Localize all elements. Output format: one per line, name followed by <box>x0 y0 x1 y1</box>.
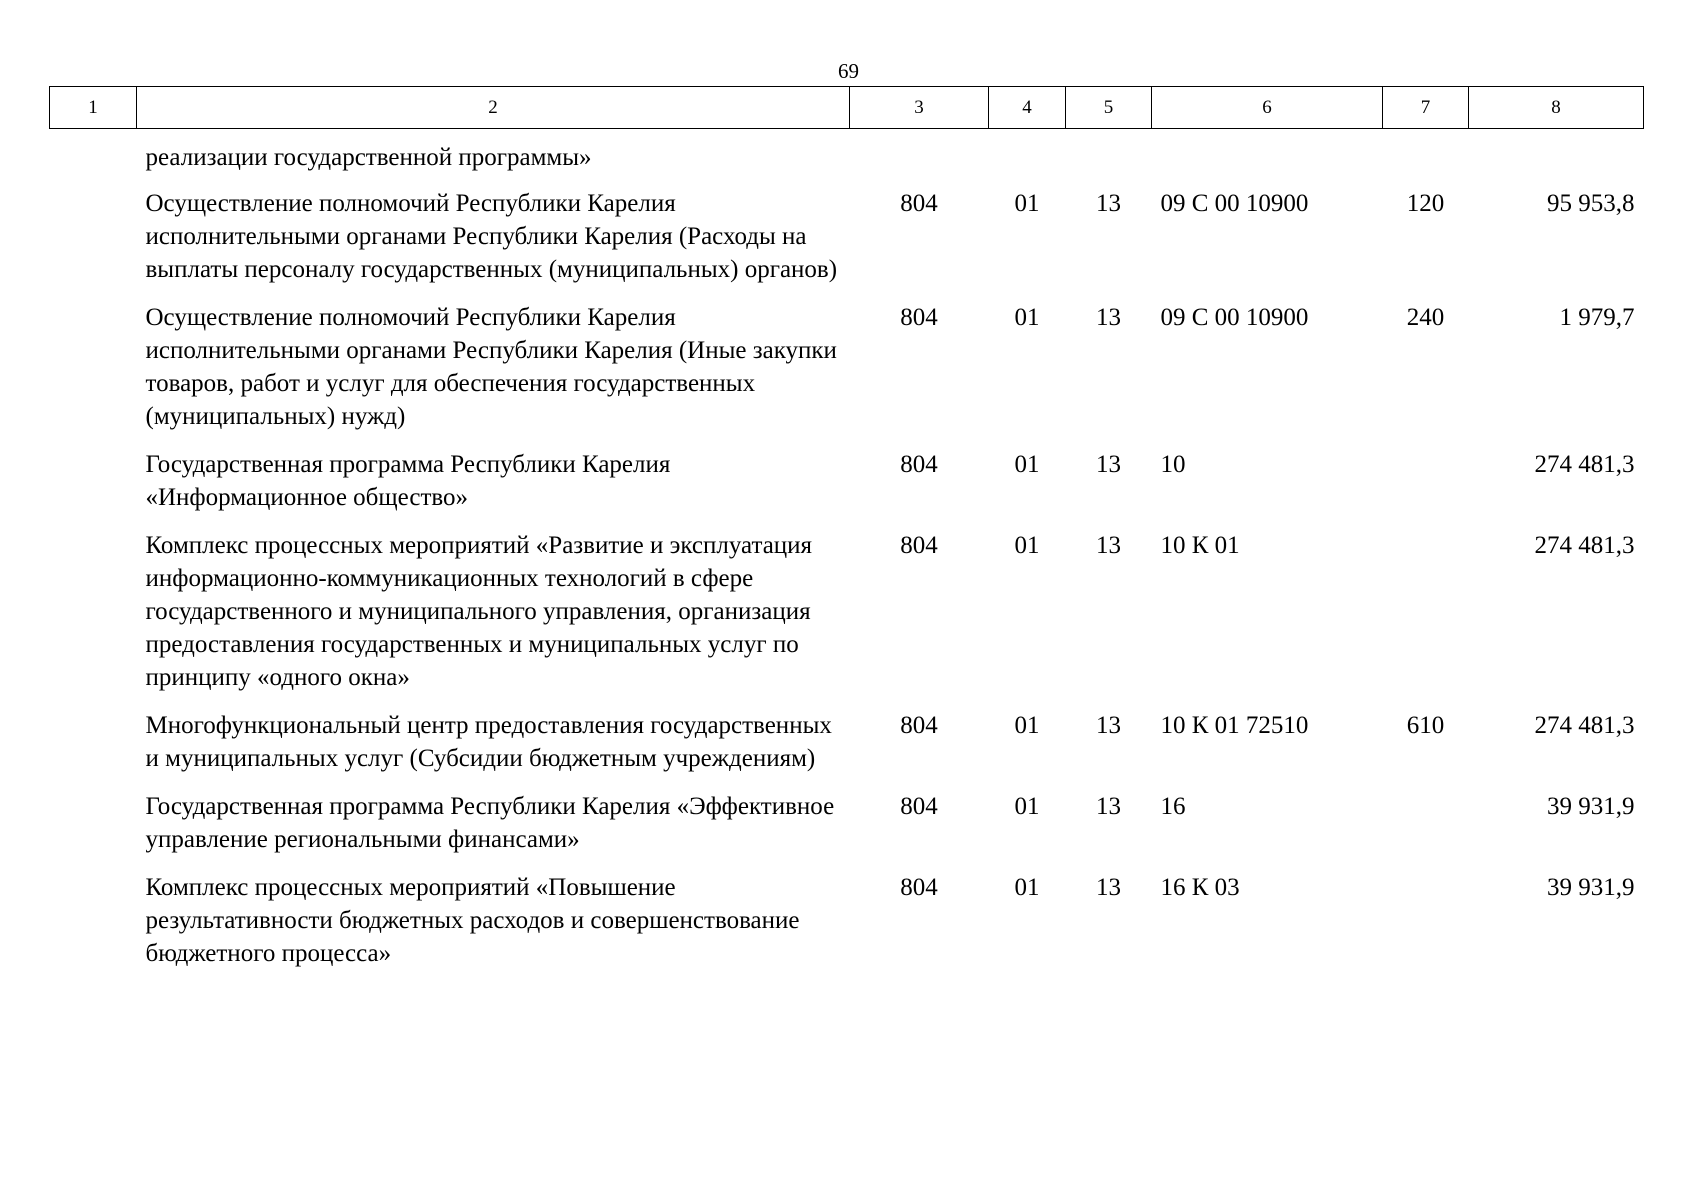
row-pr: 13 <box>1096 451 1121 478</box>
row-name: Комплекс процессных мероприятий «Развитие и эксплуатация информационно-коммуникационных технологий в сфере государственного и муниципального управления, организация предоставления государственных и муниципальных услуг по принципу «одного окна» <box>145 532 813 691</box>
row-name: Осуществление полномочий Республики Карелия исполнительными органами Республики Карелия (Иные закупки товаров, работ и услуг для обеспечения государственных (муниципальных) нужд) <box>145 304 837 430</box>
column-header-6: 6 <box>1152 87 1383 129</box>
row-amount: 39 931,9 <box>1547 874 1635 901</box>
header-row <box>50 87 1644 129</box>
table-row <box>50 871 1644 985</box>
table-row <box>50 301 1644 448</box>
row-csr: 09 С 00 10900 <box>1160 304 1309 331</box>
row-pr: 13 <box>1096 874 1121 901</box>
row-rz: 01 <box>1014 874 1040 901</box>
row-rz: 01 <box>1014 304 1040 331</box>
row-amount: 39 931,9 <box>1547 793 1635 820</box>
row-csr: 16 <box>1160 793 1186 820</box>
row-name: Государственная программа Республики Карелия «Информационное общество» <box>145 451 671 511</box>
column-header-2: 2 <box>137 87 850 129</box>
row-vr <box>1383 529 1469 709</box>
row-rz: 01 <box>1014 712 1040 739</box>
column-header-7: 7 <box>1383 87 1469 129</box>
table-body <box>50 129 1644 986</box>
row-ved: 804 <box>900 190 938 217</box>
row-ved: 804 <box>900 532 938 559</box>
row-vr <box>1383 871 1469 985</box>
row-ved: 804 <box>900 874 938 901</box>
column-header-4: 4 <box>989 87 1066 129</box>
row-name: Государственная программа Республики Карелия «Эффективное управление региональными финансами» <box>145 793 835 853</box>
column-header-5: 5 <box>1066 87 1152 129</box>
row-amount: 274 481,3 <box>1534 532 1635 559</box>
row-csr: 10 <box>1160 451 1186 478</box>
row-pr: 13 <box>1096 793 1121 820</box>
row-ved: 804 <box>900 712 938 739</box>
table-row <box>50 529 1644 709</box>
row-pr: 13 <box>1096 532 1121 559</box>
row-csr: 09 С 00 10900 <box>1160 190 1309 217</box>
continuation-text: реализации государственной программы» <box>145 144 592 171</box>
row-name: Комплекс процессных мероприятий «Повышение результативности бюджетных расходов и совершенствование бюджетного процесса» <box>145 874 800 967</box>
row-rz: 01 <box>1014 793 1040 820</box>
row-name: Осуществление полномочий Республики Карелия исполнительными органами Республики Карелия (Расходы на выплаты персоналу государственных (муниципальных) органов) <box>145 190 838 283</box>
column-header-8: 8 <box>1469 87 1644 129</box>
row-pr: 13 <box>1096 712 1121 739</box>
row-ved: 804 <box>900 304 938 331</box>
row-vr: 240 <box>1406 304 1445 331</box>
row-rz: 01 <box>1014 451 1040 478</box>
table-header <box>50 87 1644 129</box>
row-vr: 610 <box>1406 712 1445 739</box>
table-row <box>50 448 1644 529</box>
column-header-3: 3 <box>850 87 989 129</box>
row-pr: 13 <box>1096 304 1121 331</box>
row-vr <box>1383 790 1469 871</box>
row-csr: 16 К 03 <box>1160 874 1240 901</box>
row-amount: 95 953,8 <box>1547 190 1635 217</box>
row-vr: 120 <box>1406 190 1445 217</box>
column-header-1: 1 <box>50 87 137 129</box>
row-rz: 01 <box>1014 532 1040 559</box>
row-ved: 804 <box>900 793 938 820</box>
budget-table <box>49 86 1644 985</box>
row-amount: 1 979,7 <box>1559 304 1635 331</box>
row-pr: 13 <box>1096 190 1121 217</box>
row-vr <box>1383 448 1469 529</box>
row-name: Многофункциональный центр предоставления государственных и муниципальных услуг (Субсидии бюджетным учреждениям) <box>145 712 832 772</box>
row-amount: 274 481,3 <box>1534 451 1635 478</box>
row-amount: 274 481,3 <box>1534 712 1635 739</box>
row-csr: 10 К 01 <box>1160 532 1240 559</box>
page-number: 69 <box>838 59 859 83</box>
table-row <box>50 709 1644 790</box>
row-csr: 10 К 01 72510 <box>1160 712 1309 739</box>
row-ved: 804 <box>900 451 938 478</box>
table-row <box>50 187 1644 301</box>
row-rz: 01 <box>1014 190 1040 217</box>
continuation-row <box>50 129 1644 188</box>
table-row <box>50 790 1644 871</box>
